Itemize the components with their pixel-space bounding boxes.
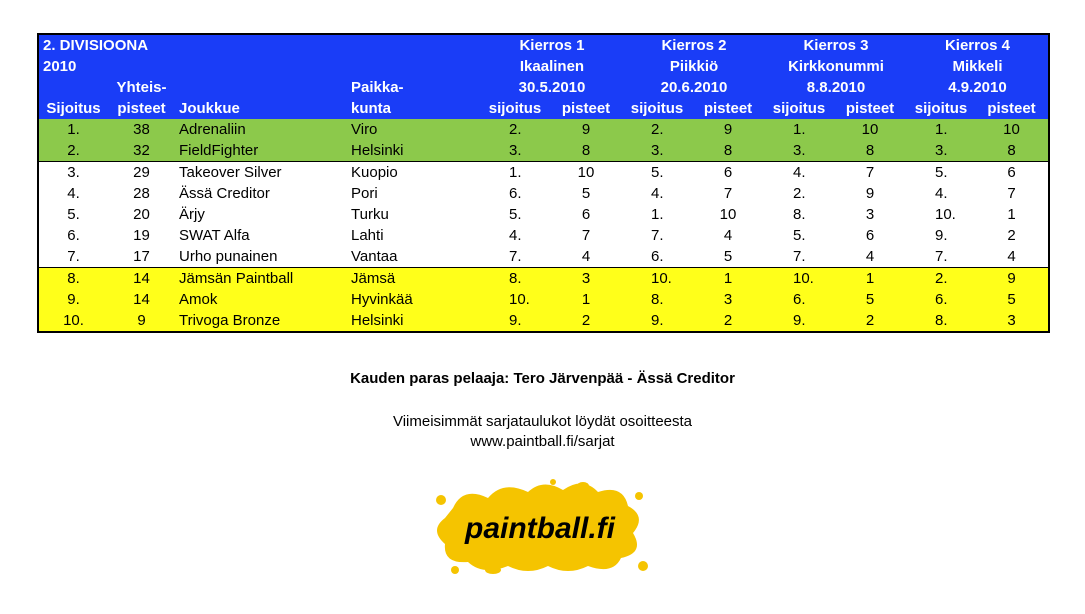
standings-body: [38, 119, 1049, 332]
total-points-header-line1: Yhteis-: [108, 77, 175, 98]
round-2-points-cell: 9: [691, 119, 765, 140]
round-3-points-cell: 4: [833, 246, 907, 268]
total-points-cell: 32: [108, 140, 175, 162]
round-2-rank-cell: 7.: [623, 225, 691, 246]
rank-cell: 2.: [38, 140, 108, 162]
round-2-points-cell: 1: [691, 268, 765, 290]
round-4-points-cell: 7: [975, 183, 1049, 204]
round-1-rank-cell: 5.: [481, 204, 549, 225]
round-4-rank-cell: 5.: [907, 162, 975, 184]
round-2-points-cell: 8: [691, 140, 765, 162]
round-3-date: 8.8.2010: [765, 77, 907, 98]
total-points-cell: 9: [108, 310, 175, 332]
round-2-rank-cell: 3.: [623, 140, 691, 162]
table-row: [38, 268, 1049, 290]
team-cell: Ärjy: [175, 204, 347, 225]
round-1-points-cell: 4: [549, 246, 623, 268]
round-4-rank-header: sijoitus: [907, 98, 975, 119]
round-2-points-cell: 2: [691, 310, 765, 332]
total-points-cell: 20: [108, 204, 175, 225]
round-3-points-cell: 8: [833, 140, 907, 162]
rank-cell: 3.: [38, 162, 108, 184]
round-1-rank-cell: 10.: [481, 289, 549, 310]
round-3-location: Kirkkonummi: [765, 56, 907, 77]
town-cell: Vantaa: [347, 246, 481, 268]
logo-text: paintball.fi: [465, 512, 615, 545]
table-row: [38, 204, 1049, 225]
round-1-points-cell: 9: [549, 119, 623, 140]
round-3-name: Kierros 3: [765, 34, 907, 56]
best-player-note: Kauden paras pelaaja: Tero Järvenpää - Ässä Creditor: [350, 370, 735, 387]
round-4-points-cell: 5: [975, 289, 1049, 310]
rank-cell: 8.: [38, 268, 108, 290]
header-row-title: [38, 34, 1049, 56]
round-4-rank-cell: 8.: [907, 310, 975, 332]
round-2-points-header: pisteet: [691, 98, 765, 119]
team-cell: Trivoga Bronze: [175, 310, 347, 332]
town-cell: Hyvinkää: [347, 289, 481, 310]
rank-cell: 6.: [38, 225, 108, 246]
round-4-rank-cell: 3.: [907, 140, 975, 162]
round-1-rank-cell: 9.: [481, 310, 549, 332]
round-4-location: Mikkeli: [907, 56, 1049, 77]
round-3-rank-cell: 1.: [765, 119, 833, 140]
rank-header: Sijoitus: [38, 98, 108, 119]
round-4-rank-cell: 10.: [907, 204, 975, 225]
round-4-points-cell: 10: [975, 119, 1049, 140]
team-cell: FieldFighter: [175, 140, 347, 162]
round-3-rank-cell: 2.: [765, 183, 833, 204]
round-1-rank-cell: 3.: [481, 140, 549, 162]
round-1-rank-cell: 4.: [481, 225, 549, 246]
table-row: [38, 119, 1049, 140]
info-line-1: Viimeisimmät sarjataulukot löydät osoitteesta: [392, 413, 693, 430]
round-2-rank-cell: 8.: [623, 289, 691, 310]
round-4-rank-cell: 1.: [907, 119, 975, 140]
rank-cell: 1.: [38, 119, 108, 140]
round-1-points-cell: 8: [549, 140, 623, 162]
total-points-cell: 29: [108, 162, 175, 184]
total-points-cell: 14: [108, 289, 175, 310]
round-1-points-header: pisteet: [549, 98, 623, 119]
round-4-points-cell: 6: [975, 162, 1049, 184]
round-2-points-cell: 7: [691, 183, 765, 204]
round-4-rank-cell: 2.: [907, 268, 975, 290]
team-cell: Urho punainen: [175, 246, 347, 268]
round-4-points-cell: 1: [975, 204, 1049, 225]
round-1-points-cell: 7: [549, 225, 623, 246]
town-cell: Jämsä: [347, 268, 481, 290]
round-1-location: Ikaalinen: [481, 56, 623, 77]
round-1-rank-cell: 7.: [481, 246, 549, 268]
town-cell: Viro: [347, 119, 481, 140]
table-row: [38, 225, 1049, 246]
rank-cell: 4.: [38, 183, 108, 204]
round-1-points-cell: 1: [549, 289, 623, 310]
town-header: kunta: [347, 98, 481, 119]
round-1-name: Kierros 1: [481, 34, 623, 56]
round-4-rank-cell: 6.: [907, 289, 975, 310]
round-4-rank-cell: 7.: [907, 246, 975, 268]
rank-cell: 9.: [38, 289, 108, 310]
total-points-cell: 17: [108, 246, 175, 268]
round-2-name: Kierros 2: [623, 34, 765, 56]
round-3-points-cell: 9: [833, 183, 907, 204]
table-row: [38, 183, 1049, 204]
round-3-rank-cell: 5.: [765, 225, 833, 246]
division-title: 2. DIVISIOONA: [38, 34, 481, 56]
round-3-points-cell: 5: [833, 289, 907, 310]
round-3-points-cell: 7: [833, 162, 907, 184]
round-4-date: 4.9.2010: [907, 77, 1049, 98]
table-row: [38, 289, 1049, 310]
rank-cell: 10.: [38, 310, 108, 332]
round-1-rank-cell: 6.: [481, 183, 549, 204]
round-2-rank-cell: 5.: [623, 162, 691, 184]
team-cell: Ässä Creditor: [175, 183, 347, 204]
standings-table: [37, 33, 1050, 333]
table-row: [38, 162, 1049, 184]
round-4-name: Kierros 4: [907, 34, 1049, 56]
round-2-date: 20.6.2010: [623, 77, 765, 98]
round-1-points-cell: 6: [549, 204, 623, 225]
round-2-rank-cell: 4.: [623, 183, 691, 204]
team-cell: Amok: [175, 289, 347, 310]
round-3-rank-cell: 6.: [765, 289, 833, 310]
team-cell: Jämsän Paintball: [175, 268, 347, 290]
round-2-rank-cell: 6.: [623, 246, 691, 268]
round-3-points-cell: 1: [833, 268, 907, 290]
round-3-rank-cell: 9.: [765, 310, 833, 332]
town-cell: Helsinki: [347, 140, 481, 162]
team-cell: Takeover Silver: [175, 162, 347, 184]
round-2-rank-cell: 9.: [623, 310, 691, 332]
town-cell: Pori: [347, 183, 481, 204]
header-row-columns: [38, 98, 1049, 119]
round-3-rank-cell: 7.: [765, 246, 833, 268]
round-2-points-cell: 10: [691, 204, 765, 225]
rank-cell: 5.: [38, 204, 108, 225]
round-4-points-cell: 2: [975, 225, 1049, 246]
total-points-header: pisteet: [108, 98, 175, 119]
round-2-points-cell: 3: [691, 289, 765, 310]
town-cell: Helsinki: [347, 310, 481, 332]
round-4-points-cell: 3: [975, 310, 1049, 332]
round-4-rank-cell: 9.: [907, 225, 975, 246]
round-4-points-cell: 8: [975, 140, 1049, 162]
round-2-location: Piikkiö: [623, 56, 765, 77]
round-3-points-header: pisteet: [833, 98, 907, 119]
total-points-cell: 28: [108, 183, 175, 204]
team-header: Joukkue: [175, 98, 347, 119]
town-header-line1: Paikka-: [347, 77, 481, 98]
paintball-logo: [433, 478, 648, 576]
round-4-points-cell: 4: [975, 246, 1049, 268]
round-3-points-cell: 6: [833, 225, 907, 246]
total-points-cell: 19: [108, 225, 175, 246]
total-points-cell: 14: [108, 268, 175, 290]
round-1-points-cell: 2: [549, 310, 623, 332]
team-cell: Adrenaliin: [175, 119, 347, 140]
info-line-2: www.paintball.fi/sarjat: [470, 433, 615, 450]
round-4-points-header: pisteet: [975, 98, 1049, 119]
round-4-points-cell: 9: [975, 268, 1049, 290]
round-1-rank-cell: 2.: [481, 119, 549, 140]
round-1-date: 30.5.2010: [481, 77, 623, 98]
town-cell: Lahti: [347, 225, 481, 246]
total-points-cell: 38: [108, 119, 175, 140]
town-cell: Turku: [347, 204, 481, 225]
team-cell: SWAT Alfa: [175, 225, 347, 246]
round-1-rank-cell: 8.: [481, 268, 549, 290]
round-3-points-cell: 2: [833, 310, 907, 332]
round-3-rank-header: sijoitus: [765, 98, 833, 119]
round-3-points-cell: 10: [833, 119, 907, 140]
round-1-points-cell: 3: [549, 268, 623, 290]
round-1-rank-header: sijoitus: [481, 98, 549, 119]
round-1-points-cell: 10: [549, 162, 623, 184]
round-3-rank-cell: 8.: [765, 204, 833, 225]
round-3-points-cell: 3: [833, 204, 907, 225]
round-1-rank-cell: 1.: [481, 162, 549, 184]
round-2-points-cell: 4: [691, 225, 765, 246]
header-row-year: [38, 56, 1049, 77]
round-2-points-cell: 5: [691, 246, 765, 268]
season-year: 2010: [38, 56, 481, 77]
round-1-points-cell: 5: [549, 183, 623, 204]
table-row: [38, 140, 1049, 162]
table-row: [38, 246, 1049, 268]
round-2-rank-cell: 2.: [623, 119, 691, 140]
round-3-rank-cell: 10.: [765, 268, 833, 290]
round-4-rank-cell: 4.: [907, 183, 975, 204]
round-3-rank-cell: 4.: [765, 162, 833, 184]
round-2-rank-cell: 10.: [623, 268, 691, 290]
round-2-rank-cell: 1.: [623, 204, 691, 225]
round-3-rank-cell: 3.: [765, 140, 833, 162]
round-2-points-cell: 6: [691, 162, 765, 184]
header-row-dates: [38, 77, 1049, 98]
town-cell: Kuopio: [347, 162, 481, 184]
rank-cell: 7.: [38, 246, 108, 268]
round-2-rank-header: sijoitus: [623, 98, 691, 119]
table-row: [38, 310, 1049, 332]
